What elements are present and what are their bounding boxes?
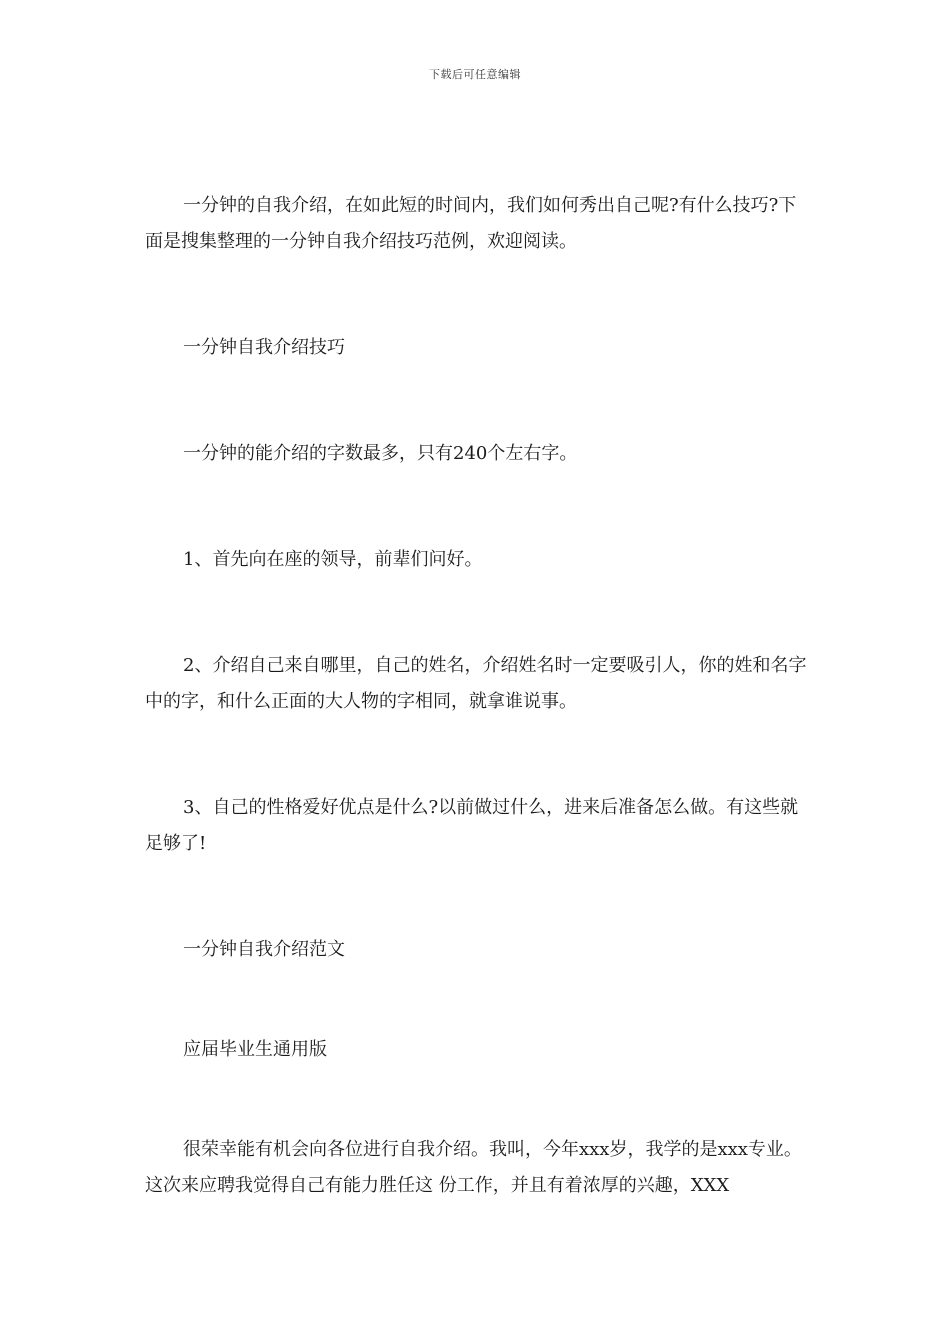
page-header: 下载后可任意编辑 [429, 68, 521, 81]
tip-item-3: 3、自己的性格爱好优点是什么?以前做过什么，进来后准备怎么做。有这些就足够了! [145, 797, 799, 854]
tip-item-1: 1、首先向在座的领导，前辈们问好。 [183, 549, 483, 570]
subheading-graduate-version: 应届毕业生通用版 [183, 1039, 327, 1060]
section-heading-tips: 一分钟自我介绍技巧 [183, 337, 345, 358]
tip-item-2: 2、介绍自己来自哪里，自己的姓名，介绍姓名时一定要吸引人，你的姓和名字中的字，和什么正面的大人物的字相同，就拿谁说事。 [145, 655, 807, 712]
document-body [145, 188, 810, 1204]
example-paragraph: 很荣幸能有机会向各位进行自我介绍。我叫，今年xxx岁，我学的是xxx专业。这次来应聘我觉得自己有能力胜任这 份工作，并且有着浓厚的兴趣，XXX [145, 1139, 802, 1196]
section-heading-examples: 一分钟自我介绍范文 [183, 939, 345, 960]
paragraph-word-count: 一分钟的能介绍的字数最多，只有240个左右字。 [183, 443, 578, 464]
intro-paragraph: 一分钟的自我介绍，在如此短的时间内，我们如何秀出自己呢?有什么技巧?下面是搜集整理的一分钟自我介绍技巧范例，欢迎阅读。 [145, 195, 797, 252]
